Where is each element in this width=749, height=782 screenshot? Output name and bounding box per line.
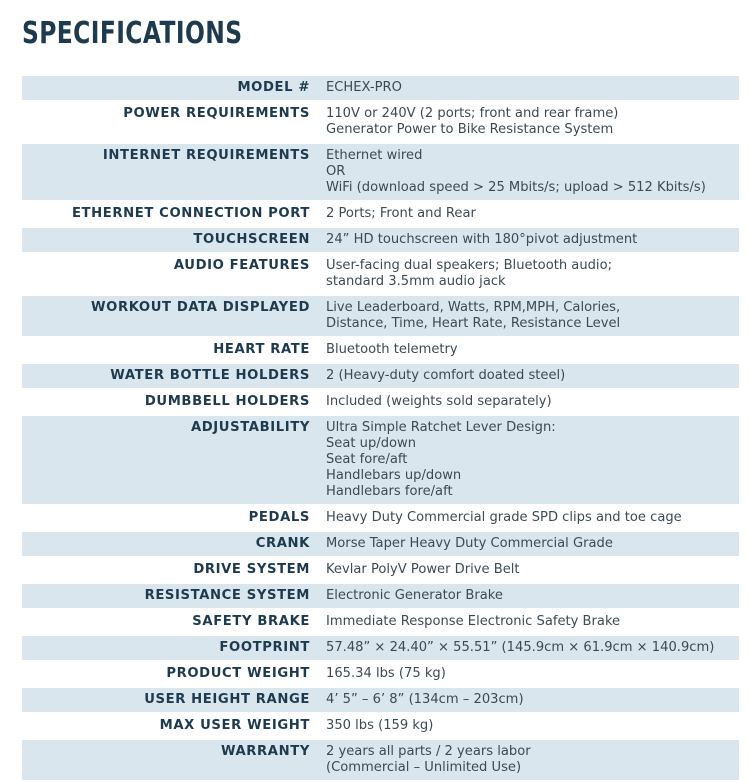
spec-row — [22, 584, 739, 608]
spec-value-line: Bluetooth telemetry — [326, 342, 458, 357]
spec-label: POWER REQUIREMENTS — [123, 106, 310, 121]
spec-value-line: 2 (Heavy-duty comfort doated steel) — [326, 368, 566, 383]
spec-row — [22, 144, 739, 200]
spec-label: PEDALS — [248, 510, 310, 525]
spec-row — [22, 76, 739, 100]
spec-value — [326, 206, 739, 222]
spec-label: CRANK — [255, 536, 310, 551]
spec-row — [22, 254, 739, 294]
spec-value-line: Ethernet wired — [326, 148, 423, 163]
spec-value — [326, 258, 739, 290]
spec-value-line: 165.34 lbs (75 kg) — [326, 666, 446, 681]
spec-label: WATER BOTTLE HOLDERS — [110, 368, 310, 383]
spec-label: DRIVE SYSTEM — [193, 562, 310, 577]
spec-value — [326, 666, 739, 682]
spec-row — [22, 662, 739, 686]
spec-value — [326, 718, 739, 734]
spec-value — [326, 588, 739, 604]
spec-label: AUDIO FEATURES — [173, 258, 310, 273]
spec-row — [22, 390, 739, 414]
spec-row — [22, 532, 739, 556]
spec-row — [22, 364, 739, 388]
spec-value-line: 57.48” × 24.40” × 55.51” (145.9cm × 61.9cm × 140.9cm) — [326, 640, 715, 655]
spec-value-line: 24” HD touchscreen with 180°pivot adjustment — [326, 232, 638, 247]
spec-label: HEART RATE — [213, 342, 310, 357]
spec-row — [22, 506, 739, 530]
spec-label: MAX USER WEIGHT — [159, 718, 310, 733]
spec-value-line: Distance, Time, Heart Rate, Resistance Level — [326, 316, 621, 331]
spec-value-line: Seat up/down — [326, 436, 417, 451]
spec-value-line: Seat fore/aft — [326, 452, 408, 467]
spec-row — [22, 296, 739, 336]
specifications-table — [22, 76, 739, 782]
spec-value — [326, 342, 739, 358]
spec-value — [326, 510, 739, 526]
spec-label: USER HEIGHT RANGE — [144, 692, 310, 707]
spec-value-line: WiFi (download speed > 25 Mbits/s; upload > 512 Kbits/s) — [326, 180, 706, 195]
spec-value-line: Handlebars up/down — [326, 468, 462, 483]
spec-value-line: 4’ 5” – 6’ 8” (134cm – 203cm) — [326, 692, 524, 707]
spec-value-line: 110V or 240V (2 ports; front and rear frame) — [326, 106, 619, 121]
spec-label: WARRANTY — [220, 744, 310, 759]
spec-label: DUMBBELL HOLDERS — [144, 394, 310, 409]
spec-row — [22, 228, 739, 252]
spec-row — [22, 610, 739, 634]
spec-row — [22, 714, 739, 738]
spec-value — [326, 394, 739, 410]
spec-value-line: Kevlar PolyV Power Drive Belt — [326, 562, 520, 577]
spec-value — [326, 614, 739, 630]
spec-label: RESISTANCE SYSTEM — [144, 588, 310, 603]
spec-value-line: 350 lbs (159 kg) — [326, 718, 434, 733]
spec-value-line: 2 Ports; Front and Rear — [326, 206, 476, 221]
spec-value-line: standard 3.5mm audio jack — [326, 274, 506, 289]
spec-value-line: Ultra Simple Ratchet Lever Design: — [326, 420, 556, 435]
spec-value-line: Heavy Duty Commercial grade SPD clips and toe cage — [326, 510, 682, 525]
spec-value-line: OR — [326, 164, 346, 179]
spec-value — [326, 300, 739, 332]
spec-value-line: (Commercial – Unlimited Use) — [326, 760, 522, 775]
spec-row — [22, 102, 739, 142]
spec-value-line: Immediate Response Electronic Safety Brake — [326, 614, 621, 629]
spec-value-line: 2 years all parts / 2 years labor — [326, 744, 531, 759]
spec-row — [22, 338, 739, 362]
spec-value — [326, 536, 739, 552]
spec-value-line: Electronic Generator Brake — [326, 588, 503, 603]
spec-label: ETHERNET CONNECTION PORT — [71, 206, 310, 221]
spec-value-line: Morse Taper Heavy Duty Commercial Grade — [326, 536, 613, 551]
spec-value-line: User-facing dual speakers; Bluetooth audio; — [326, 258, 612, 273]
spec-value — [326, 80, 739, 96]
spec-label: SAFETY BRAKE — [192, 614, 310, 629]
spec-value-line: Included (weights sold separately) — [326, 394, 552, 409]
spec-value-line: ECHEX-PRO — [326, 80, 402, 95]
spec-row — [22, 202, 739, 226]
spec-value — [326, 744, 739, 776]
spec-label: ADJUSTABILITY — [190, 420, 310, 435]
spec-value-line: Generator Power to Bike Resistance System — [326, 122, 614, 137]
spec-row — [22, 740, 739, 780]
spec-value-line: Live Leaderboard, Watts, RPM,MPH, Calories, — [326, 300, 621, 315]
spec-label: PRODUCT WEIGHT — [166, 666, 310, 681]
spec-row — [22, 558, 739, 582]
page-title: SPECIFICATIONS — [22, 16, 243, 51]
spec-row — [22, 416, 739, 504]
spec-label: FOOTPRINT — [219, 640, 310, 655]
spec-value — [326, 148, 739, 196]
spec-label: WORKOUT DATA DISPLAYED — [90, 300, 310, 315]
spec-label: MODEL # — [237, 80, 310, 95]
spec-value — [326, 420, 739, 500]
spec-value — [326, 692, 739, 708]
spec-value-line: Handlebars fore/aft — [326, 484, 453, 499]
spec-value — [326, 232, 739, 248]
spec-value — [326, 562, 739, 578]
spec-value — [326, 368, 739, 384]
spec-row — [22, 636, 739, 660]
spec-row — [22, 688, 739, 712]
spec-value — [326, 106, 739, 138]
spec-label: TOUCHSCREEN — [193, 232, 310, 247]
spec-label: INTERNET REQUIREMENTS — [102, 148, 310, 163]
spec-value — [326, 640, 739, 656]
